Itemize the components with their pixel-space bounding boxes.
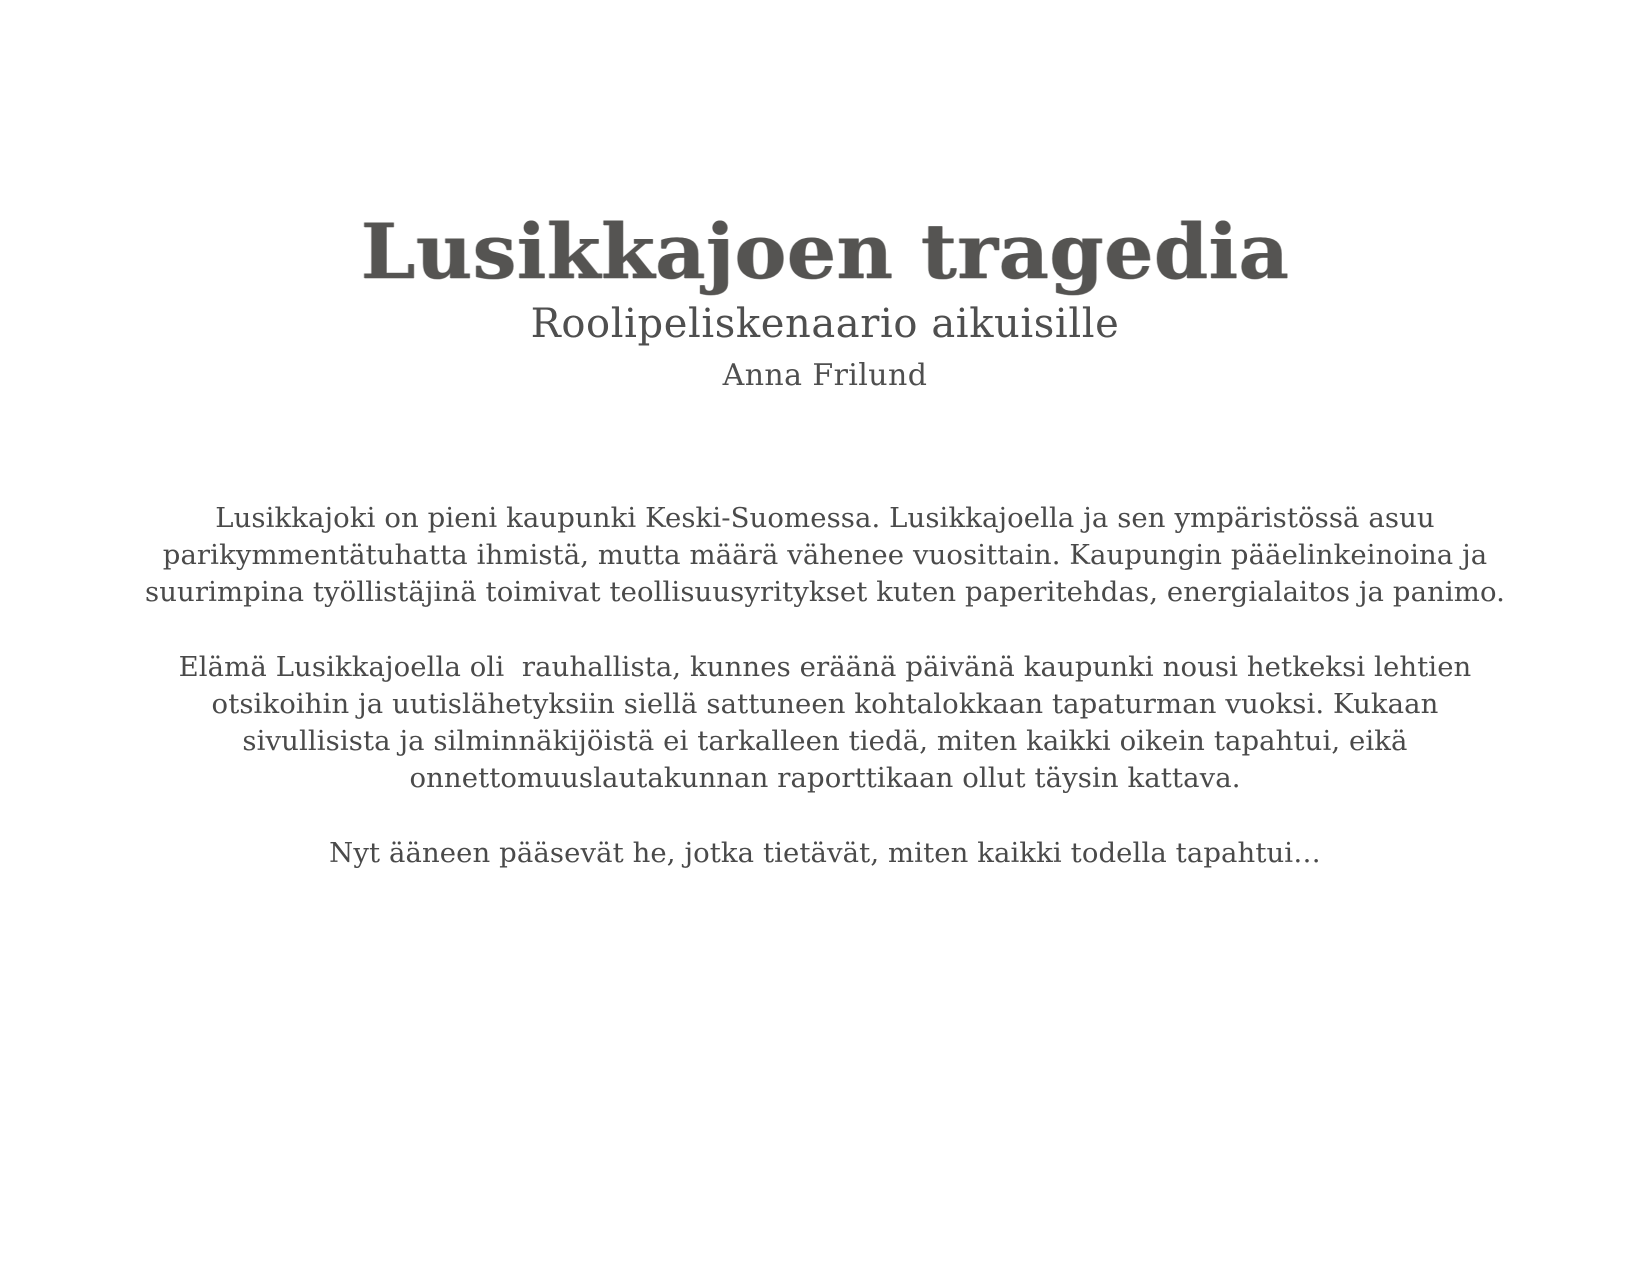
body-paragraph: Elämä Lusikkajoella oli rauhallista, kunnes eräänä päivänä kaupunki nousi hetkeksi lehtien otsikoihin ja uutislähetyksiin siellä sattuneen kohtalokkaan tapaturman vuoksi. Kukaan sivullisista ja silminnäkijöistä ei tarkalleen tiedä, miten kaikki oikein tapahtui, eikä onnettomuuslautakunnan raporttikaan ollut täysin kattava. — [178, 651, 1481, 794]
author-name: Anna Frilund — [722, 358, 928, 394]
body-paragraph: Lusikkajoki on pieni kaupunki Keski-Suomessa. Lusikkajoella ja sen ympäristössä asuu parikymmentätuhatta ihmistä, mutta määrä vähenee vuosittain. Kaupungin pääelinkeinoina ja suurimpina työllistäjinä toimivat teollisuusyritykset kuten paperitehdas, energialaitos ja panimo. — [145, 502, 1505, 608]
page-subtitle: Roolipeliskenaario aikuisille — [530, 301, 1120, 348]
body-text — [135, 500, 1515, 872]
title-block — [0, 207, 1650, 394]
body-paragraph: Nyt ääneen pääsevät he, jotka tietävät, miten kaikki todella tapahtui… — [329, 837, 1321, 869]
page-title: Lusikkajoen tragedia — [360, 207, 1290, 296]
